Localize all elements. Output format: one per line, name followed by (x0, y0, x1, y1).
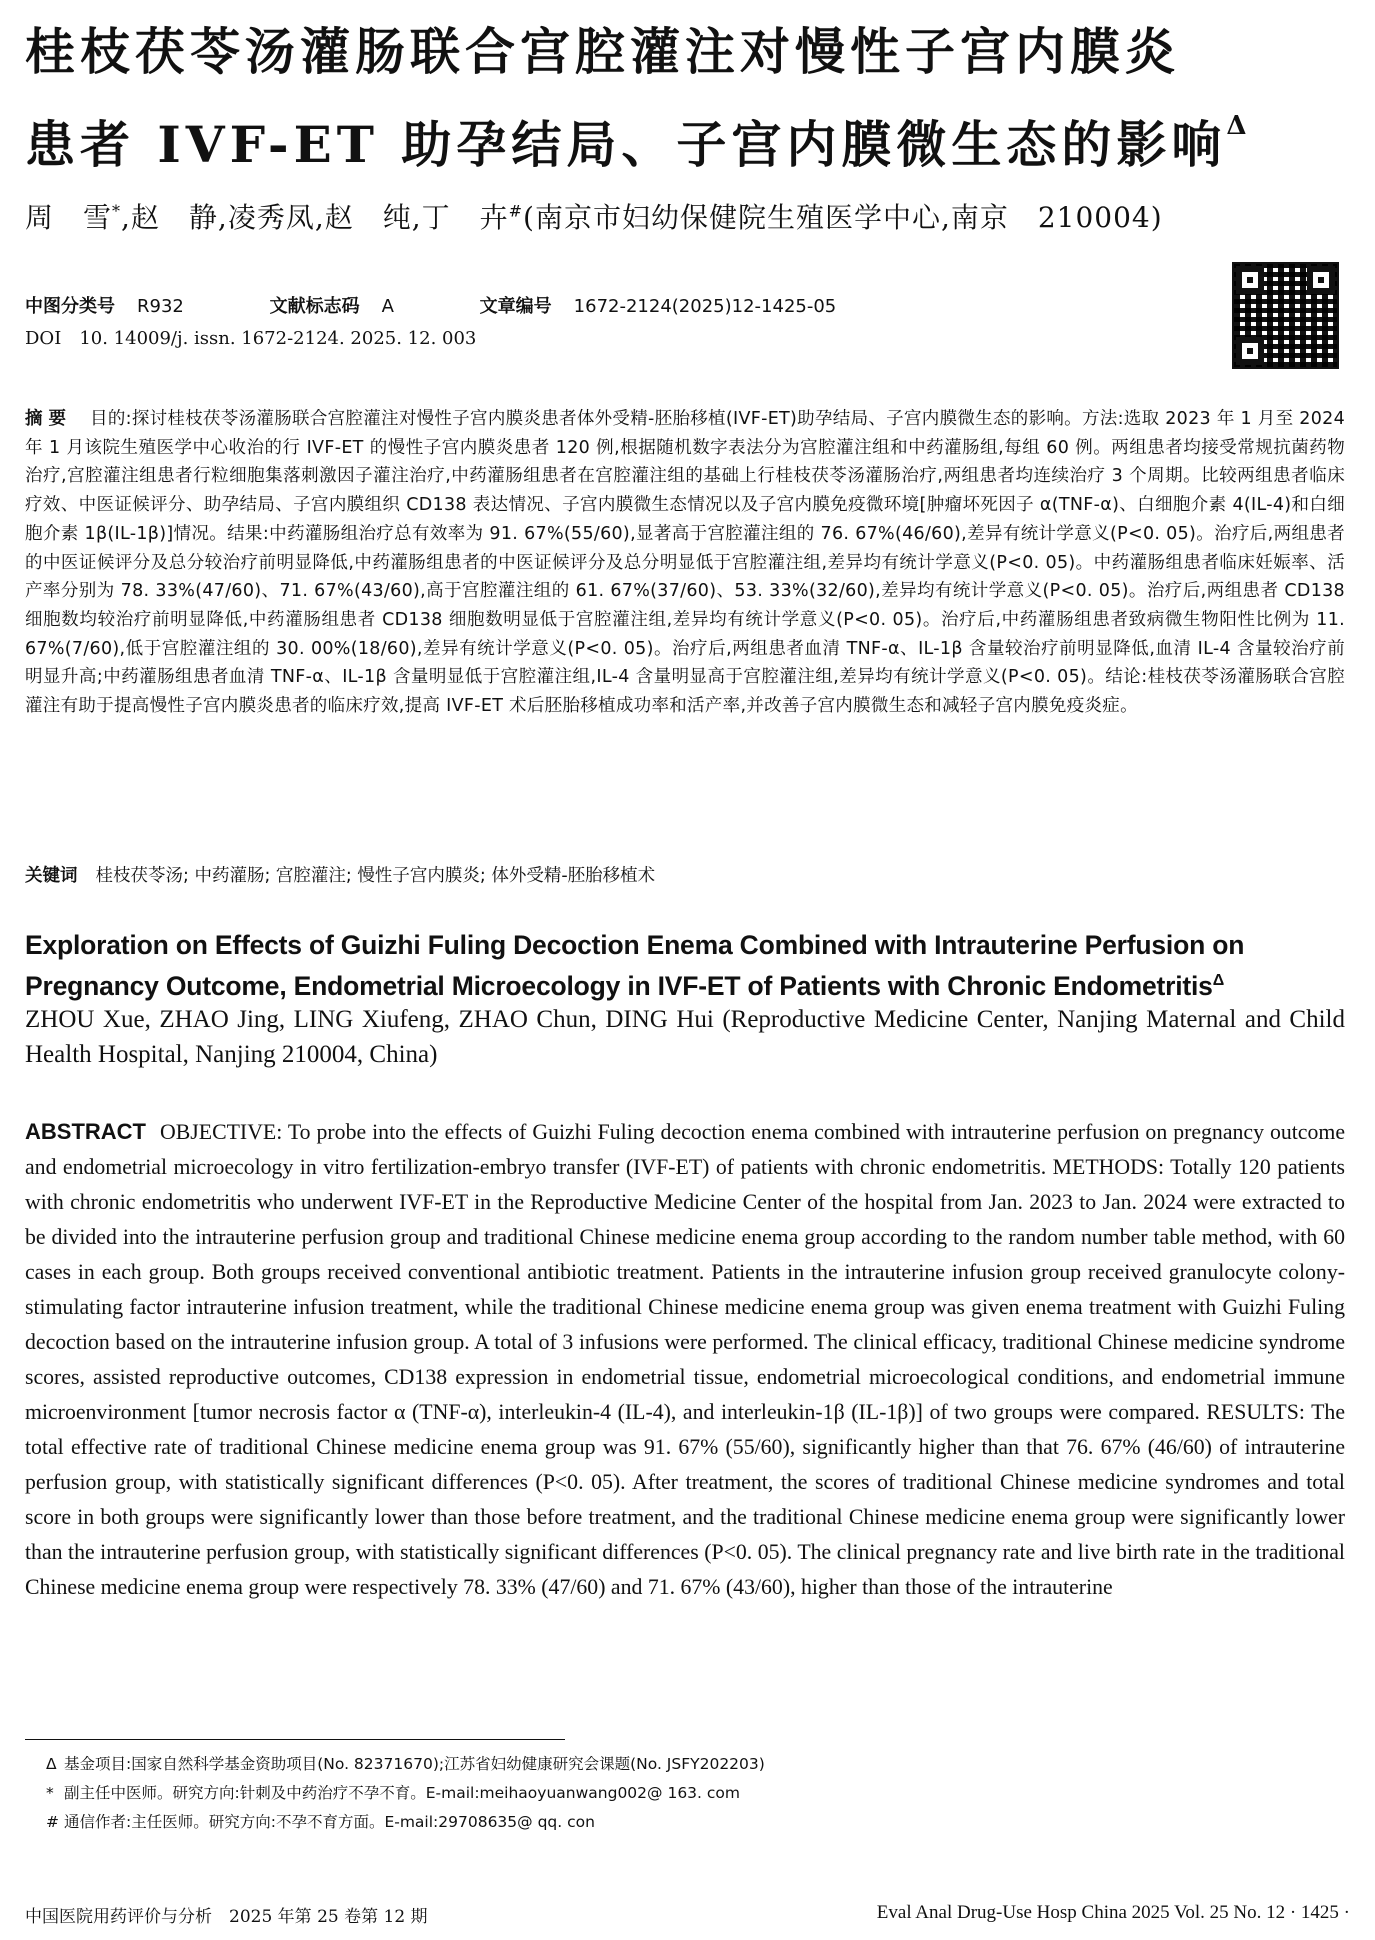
qr-finder-top-right (1307, 266, 1335, 294)
doi-value: 10. 14009/j. issn. 1672-2124. 2025. 12. 003 (79, 328, 477, 349)
first-author-mark: * (112, 201, 122, 221)
footnote-funding (46, 1752, 765, 1774)
chinese-abstract (25, 405, 1345, 721)
chinese-abstract-text: 目的:探讨桂枝茯苓汤灌肠联合宫腔灌注对慢性子宫内膜炎患者体外受精-胚胎移植(IVF-ET)助孕结局、子宫内膜微生态的影响。方法:选取 2023 年 1 月至 2024 年 1 月该院生殖医学中心收治的行 IVF-ET 的慢性子宫内膜炎患者 120 例,根据随机数字表法分为宫腔灌注组和中药灌肠组,每组 60 例。两组患者均接受常规抗菌药物治疗,宫腔灌注组患者行粒细胞集落刺激因子灌注治疗,中药灌肠组患者在宫腔灌注组的基础上行桂枝茯苓汤灌肠治疗,两组患者均连续治疗 3 个周期。比较两组患者临床疗效、中医证候评分、助孕结局、子宫内膜组织 CD138 表达情况、子宫内膜微生态情况以及子宫内膜免疫微环境[肿瘤坏死因子 α(TNF-α)、白细胞介素 4(IL-4)和白细胞介素 1β(IL-1β)]情况。结果:中药灌肠组治疗总有效率为 91. 67%(55/60),显著高于宫腔灌注组的 76. 67%(46/60),差异有统计学意义(P<0. 05)。治疗后,两组患者的中医证候评分及总分较治疗前明显降低,中药灌肠组患者的中医证候评分及总分明显低于宫腔灌注组,差异均有统计学意义(P<0. 05)。中药灌肠组患者临床妊娠率、活产率分别为 78. 33%(47/60)、71. 67%(43/60),高于宫腔灌注组的 61. 67%(37/60)、53. 33%(32/60),差异均有统计学意义(P<0. 05)。治疗后,两组患者 CD138 细胞数均较治疗前明显降低,中药灌肠组患者 CD138 细胞数明显低于宫腔灌注组,差异均有统计学意义(P<0. 05)。治疗后,中药灌肠组患者致病微生物阳性比例为 11. 67%(7/60),低于宫腔灌注组的 30. 00%(18/60),差异有统计学意义(P<0. 05)。治疗后,两组患者血清 TNF-α、IL-1β 含量较治疗前明显降低,血清 IL-4 含量较治疗前明显升高;中药灌肠组患者血清 TNF-α、IL-1β 含量明显低于宫腔灌注组,IL-4 含量明显高于宫腔灌注组,差异均有统计学意义(P<0. 05)。结论:桂枝茯苓汤灌肠联合宫腔灌注有助于提高慢性子宫内膜炎患者的临床疗效,提高 IVF-ET 术后胚胎移植成功率和活产率,并改善子宫内膜微生态和减轻子宫内膜免疫炎症。 (25, 409, 1346, 717)
english-title-line-2-text: Pregnancy Outcome, Endometrial Microecology in IVF-ET of Patients with Chronic Endometritis (25, 970, 1213, 1001)
chinese-title-line-2-text: 患者 IVF-ET 助孕结局、子宫内膜微生态的影响 (25, 115, 1227, 174)
classification-row (25, 292, 836, 318)
chinese-abstract-label: 摘要 (25, 409, 73, 429)
chinese-affiliation: (南京市妇幼保健院生殖医学中心,南京 210004) (523, 201, 1163, 234)
qr-finder-top-left (1236, 266, 1264, 294)
chinese-keywords (25, 862, 655, 887)
funding-mark: Δ (1226, 111, 1247, 141)
english-authors: ZHOU Xue, ZHAO Jing, LING Xiufeng, ZHAO Chun, DING Hui (Reproductive Medicine Center, Nanjing Maternal and Child Health Hospital, Nanjing 210004, China) (25, 1006, 1345, 1068)
footnote-first-author-text: 副主任中医师。研究方向:针刺及中药治疗不孕不育。E-mail:meihaoyuanwang002@ 163. com (64, 1784, 741, 1802)
chinese-keywords-text: 桂枝茯苓汤; 中药灌肠; 宫腔灌注; 慢性子宫内膜炎; 体外受精-胚胎移植术 (95, 866, 656, 886)
footer-journal-cn: 中国医院用药评价与分析 2025 年第 25 卷第 12 期 (25, 1907, 428, 1927)
footnote-first-author (46, 1781, 741, 1803)
english-title-line-2 (25, 963, 1355, 1004)
chinese-keywords-label: 关键词 (25, 866, 78, 886)
english-abstract-text: OBJECTIVE: To probe into the effects of Guizhi Fuling decoction enema combined with intrauterine perfusion on pregnancy outcome and endometrial microecology in vitro fertilization-embryo transfer (IVF-ET) of patients with chronic endometritis. METHODS: Totally 120 patients with chronic endometritis who underwent IVF-ET in the Reproductive Medicine Center of the hospital from Jan. 2023 to Jan. 2024 were extracted to be divided into the intrauterine perfusion group and traditional Chinese medicine enema group according to the random number table method, with 60 cases in each group. Both groups received conventional antibiotic treatment. Patients in the intrauterine infusion group received granulocyte colony-stimulating factor intrauterine infusion treatment, while the traditional Chinese medicine enema group was given enema treatment with Guizhi Fuling decoction based on the intrauterine infusion group. A total of 3 infusions were performed. The clinical efficacy, traditional Chinese medicine syndrome scores, assisted reproductive outcomes, CD138 expression in endometrial tissue, endometrial microecological conditions, and endometrial immune microenvironment [tumor necrosis factor α (TNF-α), interleukin-4 (IL-4), and interleukin-1β (IL-1β)] of two groups were compared. RESULTS: The total effective rate of traditional Chinese medicine enema group was 91. 67% (55/60), significantly higher than that 76. 67% (46/60) of intrauterine perfusion group, with statistically significant differences (P<0. 05). After treatment, the scores of traditional Chinese medicine syndromes and total score in both groups were significantly lower than those before treatment, and the traditional Chinese medicine enema group were significantly lower than the intrauterine perfusion group, with statistically significant differences (P<0. 05). The clinical pregnancy rate and live birth rate in the traditional Chinese medicine enema group were respectively 78. 33% (47/60) and 71. 67% (43/60), higher than those of the intrauterine (25, 1120, 1345, 1599)
english-abstract-label: ABSTRACT (25, 1119, 146, 1144)
footer-journal-en: Eval Anal Drug-Use Hosp China 2025 Vol. 25 No. 12 · 1425 · (876, 1902, 1350, 1923)
clc-value: R932 (137, 296, 184, 317)
qr-code-icon[interactable] (1232, 262, 1339, 369)
english-funding-mark: Δ (1212, 972, 1225, 989)
doi-label: DOI (25, 328, 62, 349)
footnote-corresponding-text: 通信作者:主任医师。研究方向:不孕不育方面。E-mail:29708635@ qq. con (64, 1813, 595, 1831)
article-number-label: 文章编号 (479, 296, 552, 317)
footnote-corresponding (46, 1810, 595, 1832)
footnote-funding-mark: Δ (46, 1755, 57, 1773)
footnote-corresponding-mark: # (46, 1813, 59, 1831)
other-authors: ,赵 静,凌秀凤,赵 纯,丁 卉 (121, 201, 509, 234)
footnote-divider (25, 1739, 565, 1740)
english-abstract (25, 1114, 1345, 1605)
chinese-authors (25, 196, 1163, 236)
footnote-funding-text: 基金项目:国家自然科学基金资助项目(No. 82371670);江苏省妇幼健康研究会课题(No. JSFY202203) (64, 1755, 765, 1773)
english-title-line-1: Exploration on Effects of Guizhi Fuling Decoction Enema Combined with Intrauterine Perfusion on (25, 930, 1245, 960)
doi-row (25, 328, 476, 349)
chinese-title-line-1: 桂枝茯苓汤灌肠联合宫腔灌注对慢性子宫内膜炎 (25, 22, 1180, 81)
footnote-first-author-mark: * (46, 1784, 54, 1802)
doc-code-value: A (381, 296, 394, 317)
corresponding-mark: # (508, 201, 524, 221)
chinese-title-line-2 (25, 96, 1355, 175)
qr-finder-bottom-left (1236, 337, 1264, 365)
doc-code-label: 文献标志码 (269, 296, 360, 317)
first-author: 周 雪 (25, 201, 113, 234)
article-number-value: 1672-2124(2025)12-1425-05 (573, 296, 837, 317)
clc-label: 中图分类号 (25, 296, 115, 317)
